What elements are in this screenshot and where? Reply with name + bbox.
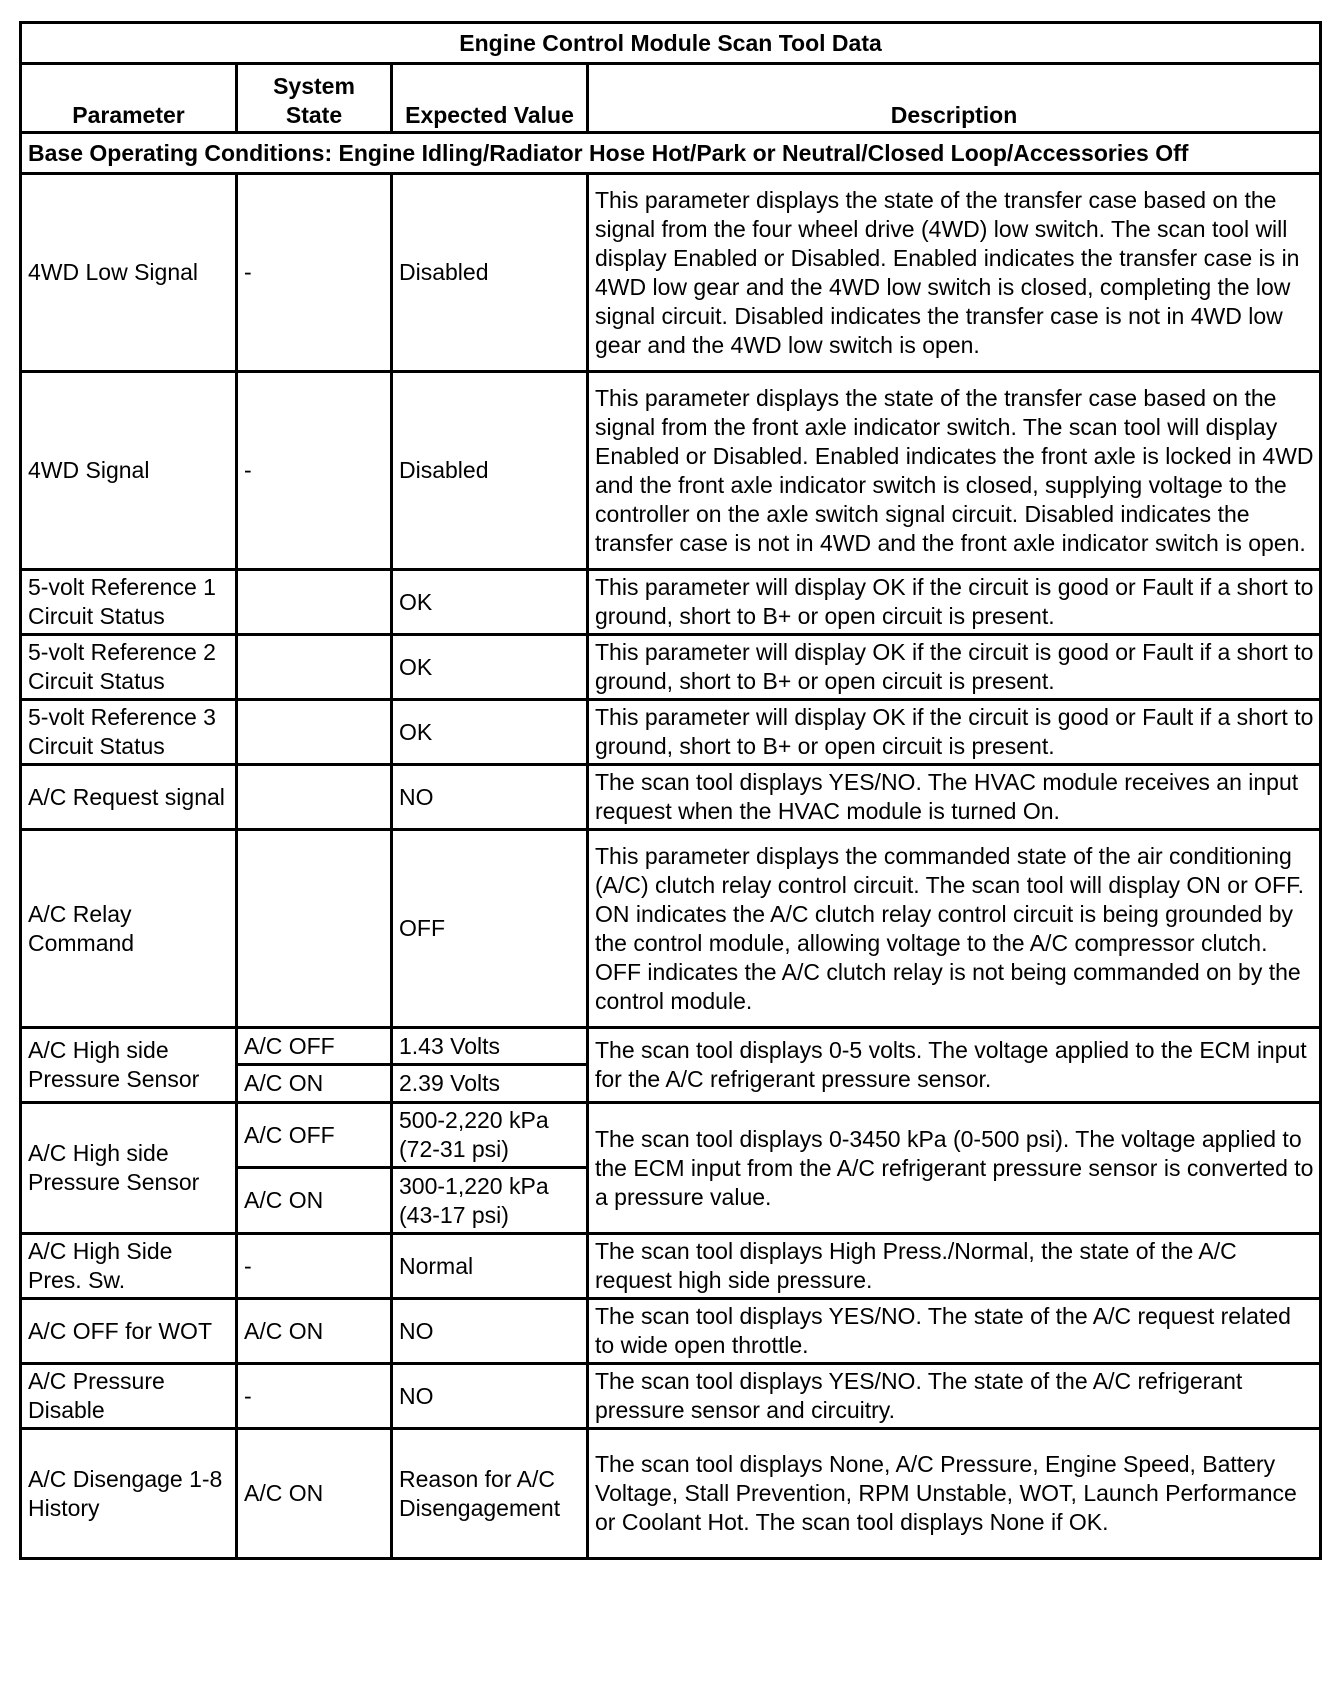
system-state-cell: A/C ON	[237, 1299, 392, 1364]
description-cell: This parameter will display OK if the circuit is good or Fault if a short to ground, short to B+ or open circuit is present.	[588, 700, 1321, 765]
table-row	[21, 174, 1321, 372]
expected-value-cell: OFF	[392, 830, 588, 1028]
system-state-cell: -	[237, 372, 392, 570]
header-system-state: System State	[237, 64, 392, 133]
scan-tool-data-table	[19, 21, 1322, 1560]
description-cell: The scan tool displays High Press./Normal, the state of the A/C request high side pressure.	[588, 1234, 1321, 1299]
expected-value-cell: OK	[392, 635, 588, 700]
description-cell: This parameter displays the state of the transfer case based on the signal from the front axle indicator switch. The scan tool will display Enabled or Disabled. Enabled indicates the front axle is locked in 4WD and the front axle indicator switch is closed, supplying voltage to the controller on the axle switch signal circuit. Disabled indicates the transfer case is not in 4WD and the front axle indicator switch is open.	[588, 372, 1321, 570]
system-state-cell: -	[237, 174, 392, 372]
expected-value-cell: Normal	[392, 1234, 588, 1299]
system-state-cell: A/C OFF	[237, 1103, 392, 1168]
expected-value-cell: 500-2,220 kPa (72-31 psi)	[392, 1103, 588, 1168]
system-state-cell: -	[237, 1234, 392, 1299]
table-row	[21, 765, 1321, 830]
parameter-cell: A/C Pressure Disable	[21, 1364, 237, 1429]
table-row	[21, 1234, 1321, 1299]
parameter-cell: A/C High Side Pres. Sw.	[21, 1234, 237, 1299]
header-description: Description	[588, 64, 1321, 133]
table-title: Engine Control Module Scan Tool Data	[21, 23, 1321, 64]
table-row	[21, 372, 1321, 570]
table-row	[21, 1429, 1321, 1559]
expected-value-cell: NO	[392, 765, 588, 830]
table-header-row	[21, 64, 1321, 133]
description-cell: This parameter displays the commanded state of the air conditioning (A/C) clutch relay control circuit. The scan tool will display ON or OFF. ON indicates the A/C clutch relay control circuit is being grounded by the control module, allowing voltage to the A/C compressor clutch. OFF indicates the A/C clutch relay is not being commanded on by the control module.	[588, 830, 1321, 1028]
table-row	[21, 1028, 1321, 1065]
expected-value-cell: 2.39 Volts	[392, 1065, 588, 1103]
parameter-cell: 5-volt Reference 2 Circuit Status	[21, 635, 237, 700]
parameter-cell: 4WD Low Signal	[21, 174, 237, 372]
system-state-cell	[237, 830, 392, 1028]
system-state-cell	[237, 700, 392, 765]
parameter-cell: 5-volt Reference 1 Circuit Status	[21, 570, 237, 635]
system-state-cell	[237, 635, 392, 700]
system-state-cell	[237, 765, 392, 830]
table-row	[21, 1103, 1321, 1168]
expected-value-cell: Disabled	[392, 174, 588, 372]
parameter-cell: A/C High side Pressure Sensor	[21, 1103, 237, 1234]
expected-value-cell: NO	[392, 1364, 588, 1429]
description-cell: The scan tool displays YES/NO. The state of the A/C refrigerant pressure sensor and circuitry.	[588, 1364, 1321, 1429]
base-conditions-row	[21, 133, 1321, 174]
table-row	[21, 635, 1321, 700]
system-state-cell: -	[237, 1364, 392, 1429]
header-expected-value: Expected Value	[392, 64, 588, 133]
table-row	[21, 700, 1321, 765]
parameter-cell: 5-volt Reference 3 Circuit Status	[21, 700, 237, 765]
description-cell: The scan tool displays None, A/C Pressure, Engine Speed, Battery Voltage, Stall Prevention, RPM Unstable, WOT, Launch Performance or Coolant Hot. The scan tool displays None if OK.	[588, 1429, 1321, 1559]
parameter-cell: A/C High side Pressure Sensor	[21, 1028, 237, 1103]
expected-value-cell: 300-1,220 kPa (43-17 psi)	[392, 1168, 588, 1234]
expected-value-cell: Disabled	[392, 372, 588, 570]
parameter-cell: A/C OFF for WOT	[21, 1299, 237, 1364]
expected-value-cell: Reason for A/C Disengagement	[392, 1429, 588, 1559]
system-state-cell	[237, 570, 392, 635]
description-cell: This parameter displays the state of the transfer case based on the signal from the four wheel drive (4WD) low switch. The scan tool will display Enabled or Disabled. Enabled indicates the transfer case is in 4WD low gear and the 4WD low switch is closed, completing the low signal circuit. Disabled indicates the transfer case is not in 4WD low gear and the 4WD low switch is open.	[588, 174, 1321, 372]
expected-value-cell: NO	[392, 1299, 588, 1364]
description-cell: This parameter will display OK if the circuit is good or Fault if a short to ground, short to B+ or open circuit is present.	[588, 570, 1321, 635]
description-cell: The scan tool displays 0-3450 kPa (0-500 psi). The voltage applied to the ECM input from the A/C refrigerant pressure sensor is converted to a pressure value.	[588, 1103, 1321, 1234]
header-parameter: Parameter	[21, 64, 237, 133]
description-cell: The scan tool displays 0-5 volts. The voltage applied to the ECM input for the A/C refrigerant pressure sensor.	[588, 1028, 1321, 1103]
table-row	[21, 570, 1321, 635]
system-state-cell: A/C ON	[237, 1168, 392, 1234]
table-row	[21, 830, 1321, 1028]
system-state-cell: A/C OFF	[237, 1028, 392, 1065]
parameter-cell: 4WD Signal	[21, 372, 237, 570]
table-row	[21, 1364, 1321, 1429]
system-state-cell: A/C ON	[237, 1065, 392, 1103]
expected-value-cell: 1.43 Volts	[392, 1028, 588, 1065]
table-title-row	[21, 23, 1321, 64]
system-state-cell: A/C ON	[237, 1429, 392, 1559]
parameter-cell: A/C Disengage 1-8 History	[21, 1429, 237, 1559]
base-conditions: Base Operating Conditions: Engine Idling/Radiator Hose Hot/Park or Neutral/Closed Loop/Accessories Off	[21, 133, 1321, 174]
expected-value-cell: OK	[392, 570, 588, 635]
expected-value-cell: OK	[392, 700, 588, 765]
table-row	[21, 1299, 1321, 1364]
description-cell: This parameter will display OK if the circuit is good or Fault if a short to ground, short to B+ or open circuit is present.	[588, 635, 1321, 700]
description-cell: The scan tool displays YES/NO. The HVAC module receives an input request when the HVAC module is turned On.	[588, 765, 1321, 830]
description-cell: The scan tool displays YES/NO. The state of the A/C request related to wide open throttle.	[588, 1299, 1321, 1364]
parameter-cell: A/C Relay Command	[21, 830, 237, 1028]
parameter-cell: A/C Request signal	[21, 765, 237, 830]
